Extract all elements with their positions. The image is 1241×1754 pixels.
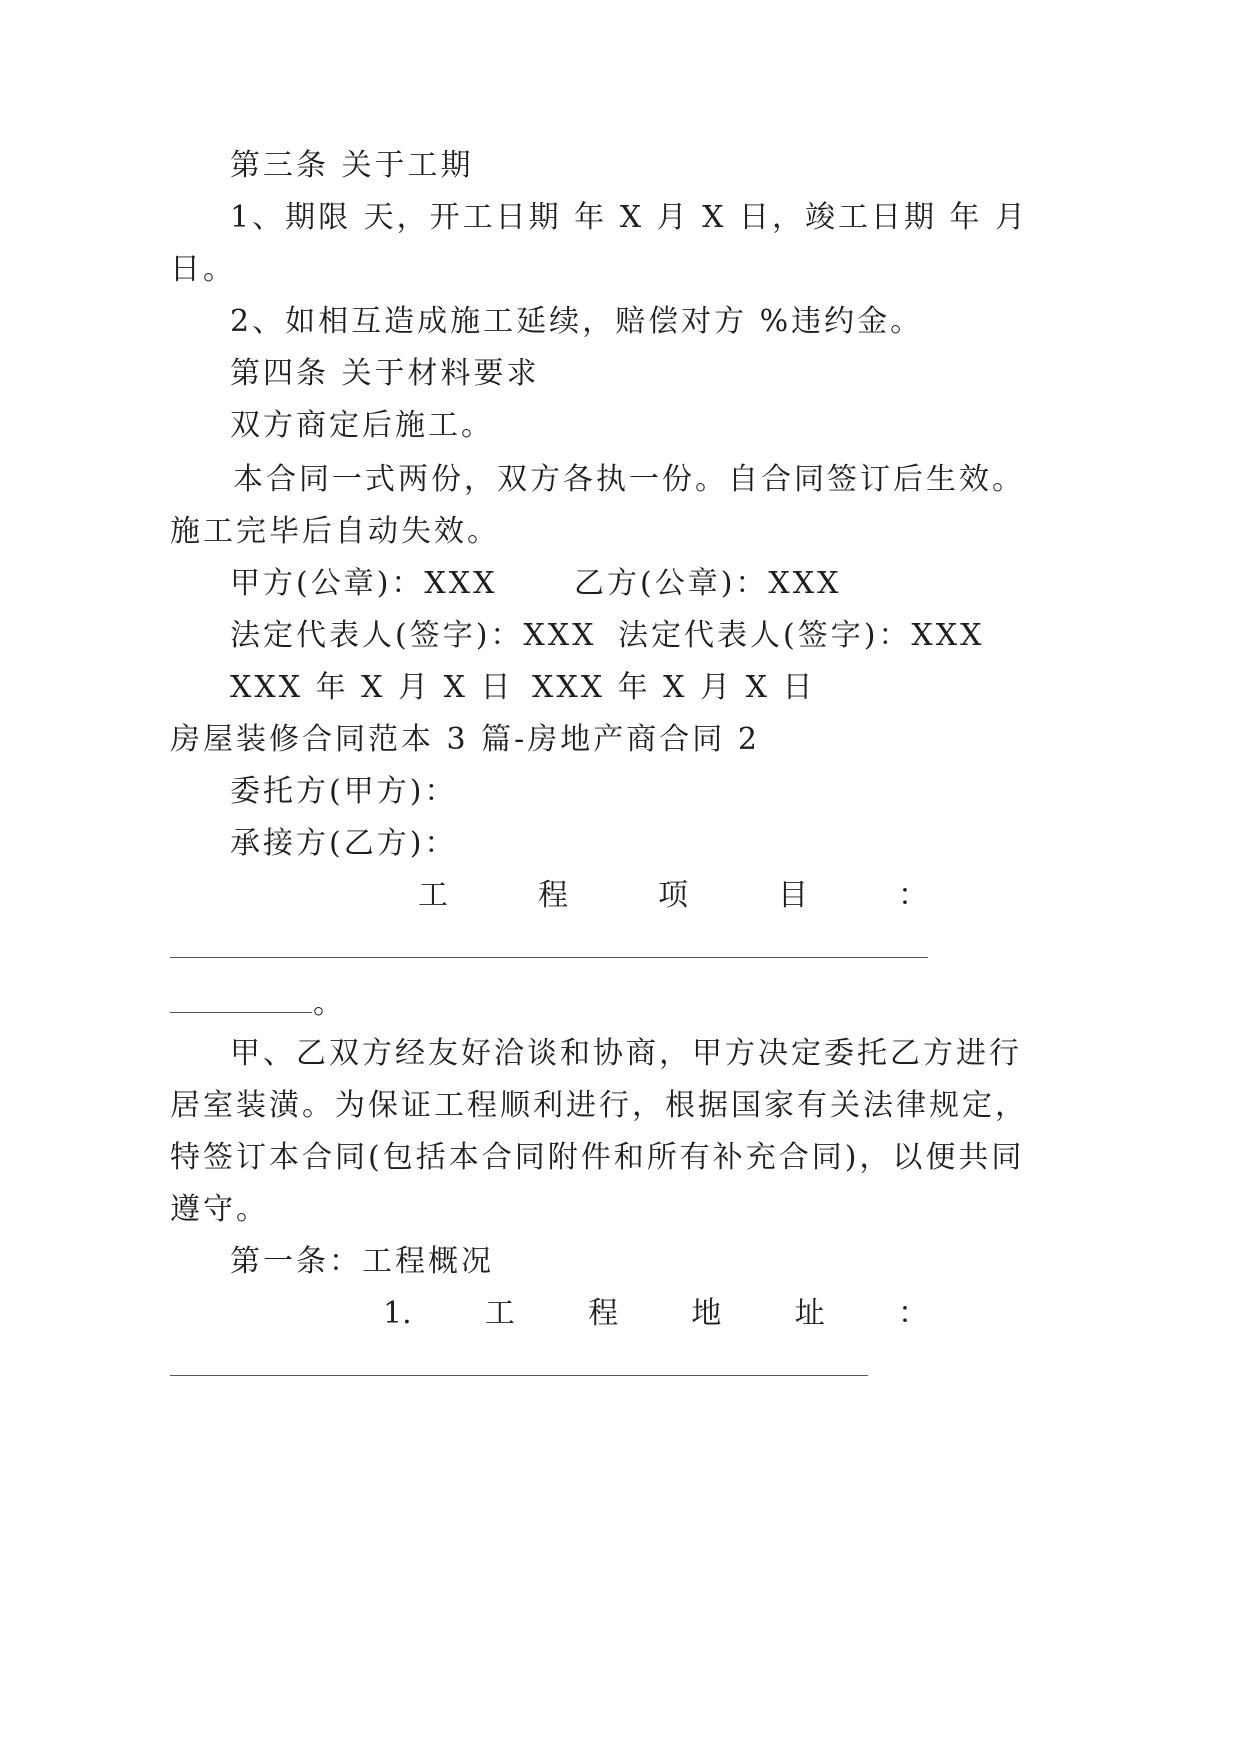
project-label-char: 项 [658,878,688,913]
intro-line-3: 特签订本合同(包括本合同附件和所有补充合同)，以便共同 [170,1140,1025,1175]
address-label [383,1296,928,1331]
project-label-colon: ： [898,878,928,913]
article-1-title: 第一条：工程概况 [230,1244,494,1279]
address-label-char: 程 [588,1296,619,1331]
term-line-1: 1、期限 天，开工日期 年 X 月 X 日，竣工日期 年 月 [230,200,1029,235]
contractor-line: 承接方(乙方)： [230,826,458,861]
address-label-number: 1. [383,1296,412,1331]
party-b-date: XXX 年 X 月 X 日 [532,670,816,705]
project-label-char: 目 [778,878,808,913]
section-heading: 房屋装修合同范本 3 篇-房地产商合同 2 [170,722,760,757]
address-blank-line [170,1375,868,1376]
term-line-1-cont: 日。 [170,252,236,287]
party-a-date: XXX 年 X 月 X 日 [230,670,514,705]
article-4-title: 第四条 关于材料要求 [230,356,540,391]
copies-line-cont: 施工完毕后自动失效。 [170,514,500,549]
project-label-char: 工 [418,878,448,913]
party-a-representative: 法定代表人(签字)：XXX [230,618,597,653]
project-label [418,878,928,913]
party-b-seal: 乙方(公章)：XXX [574,566,842,601]
term-line-2: 2、如相互造成施工延续，赔偿对方 %违约金。 [230,304,924,339]
client-line: 委托方(甲方)： [230,774,458,809]
party-b-representative: 法定代表人(签字)：XXX [618,618,985,653]
project-blank-line-cont [170,1012,312,1013]
article-3-title: 第三条 关于工期 [230,148,474,183]
address-label-char: 址 [794,1296,825,1331]
intro-line-2: 居室装潢。为保证工程顺利进行，根据国家有关法律规定， [170,1088,1028,1123]
project-blank-end: 。 [313,986,346,1021]
address-label-char: 地 [691,1296,722,1331]
address-label-colon: ： [897,1296,928,1331]
intro-line-1: 甲、乙双方经友好洽谈和协商，甲方决定委托乙方进行 [230,1036,1022,1071]
intro-line-4: 遵守。 [170,1192,269,1227]
party-a-seal: 甲方(公章)：XXX [230,566,498,601]
copies-line: 本合同一式两份，双方各执一份。自合同签订后生效。 [233,462,1025,497]
project-blank-line [170,957,928,958]
address-label-char: 工 [484,1296,515,1331]
article-4-body: 双方商定后施工。 [230,408,494,443]
project-label-char: 程 [538,878,568,913]
